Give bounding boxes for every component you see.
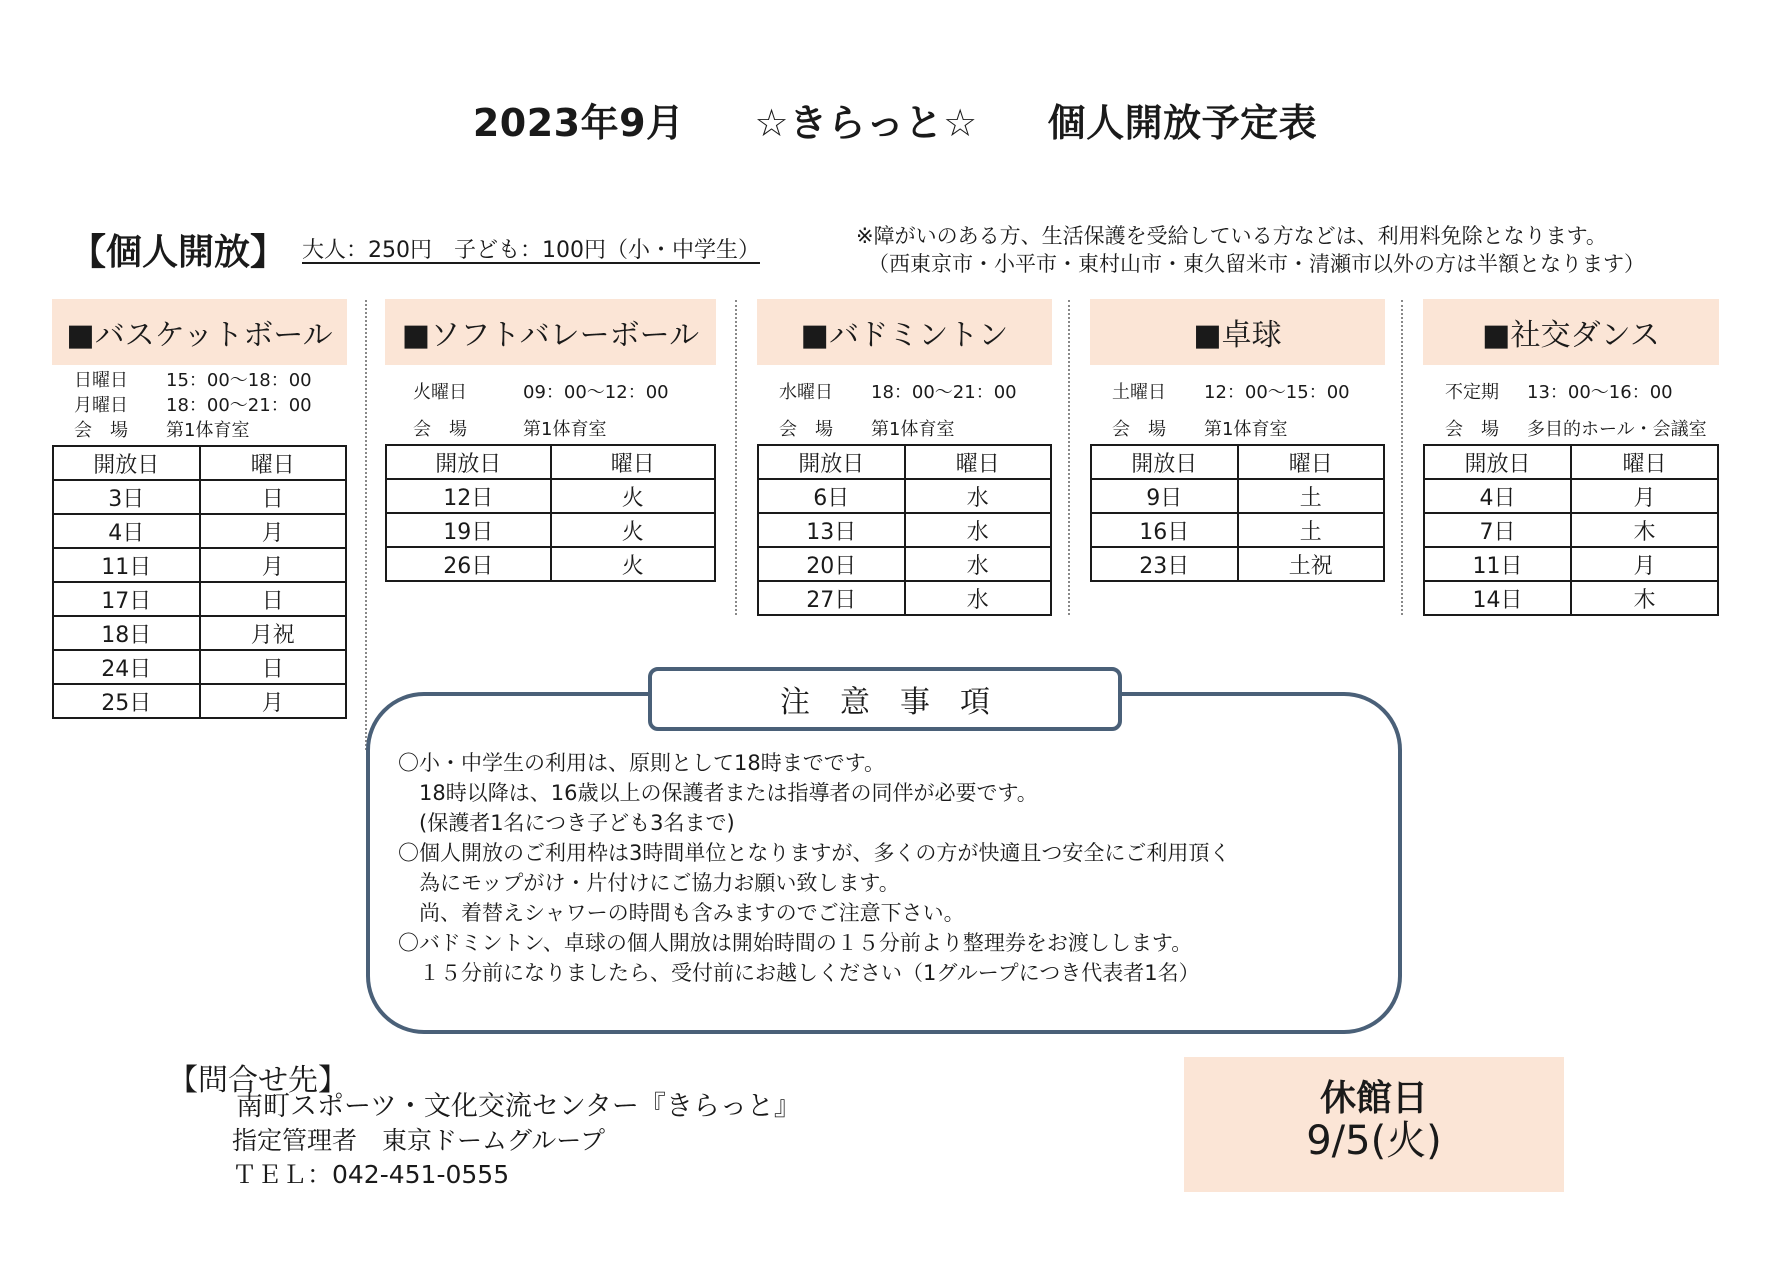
open-date: 27日	[758, 581, 905, 615]
open-date: 16日	[1091, 513, 1238, 547]
table-row	[758, 479, 1051, 513]
info-label: 会 場	[1445, 419, 1499, 440]
table-row	[53, 650, 346, 684]
table-header-row	[758, 445, 1051, 479]
info-value: 15：00～18：00	[166, 370, 312, 391]
schedule-table	[385, 444, 716, 582]
fee-info: 大人：250円 子ども：100円（小・中学生）	[302, 238, 760, 263]
info-label: 不定期	[1445, 382, 1499, 403]
sport-info	[1423, 368, 1719, 442]
table-header-date: 開放日	[386, 445, 551, 479]
contact-facility-name: 南町スポーツ・文化交流センター『きらっと』	[236, 1091, 801, 1122]
sport-column	[1423, 299, 1719, 616]
table-header-date: 開放日	[758, 445, 905, 479]
table-header-row	[386, 445, 715, 479]
table-header-date: 開放日	[53, 446, 200, 480]
column-divider	[1401, 300, 1403, 615]
caution-line: 〇バドミントン、卓球の個人開放は開始時間の１５分前より整理券をお渡しします。	[398, 931, 1193, 955]
table-row	[1424, 513, 1718, 547]
notice-line-2: （西東京市・小平市・東村山市・東久留米市・清瀬市以外の方は半額となります）	[868, 252, 1645, 276]
sport-name: ■バスケットボール	[52, 299, 347, 365]
weekday: 日	[200, 582, 347, 616]
contact-info	[232, 1090, 801, 1192]
open-date: 7日	[1424, 513, 1571, 547]
weekday: 月	[1571, 547, 1718, 581]
open-date: 11日	[53, 548, 200, 582]
contact-heading: 【問合せ先】	[168, 1063, 348, 1098]
sport-name: ■卓球	[1090, 299, 1385, 365]
table-row	[758, 581, 1051, 615]
closed-day-date: 9/5(火)	[1306, 1118, 1442, 1164]
schedule-table	[52, 445, 347, 719]
table-row	[1424, 581, 1718, 615]
caution-line: 〇小・中学生の利用は、原則として18時までです。	[398, 751, 886, 775]
schedule-table	[757, 444, 1052, 616]
table-header-weekday: 曜日	[905, 445, 1052, 479]
table-row	[1091, 547, 1384, 581]
table-row	[53, 684, 346, 718]
table-header-row	[1091, 445, 1384, 479]
table-row	[758, 547, 1051, 581]
open-date: 13日	[758, 513, 905, 547]
info-value: 12：00～15：00	[1204, 382, 1350, 403]
table-row	[1091, 479, 1384, 513]
sport-info	[1090, 368, 1385, 442]
table-row	[1424, 547, 1718, 581]
info-value: 多目的ホール・会議室	[1527, 419, 1707, 440]
weekday: 月祝	[200, 616, 347, 650]
schedule-table	[1423, 444, 1719, 616]
title-facility: ☆きらっと☆	[754, 101, 978, 145]
info-label: 会 場	[413, 419, 467, 440]
open-date: 9日	[1091, 479, 1238, 513]
info-value: 18：00～21：00	[166, 395, 312, 416]
info-value: 第1体育室	[871, 419, 955, 440]
table-row	[758, 513, 1051, 547]
caution-title: 注意事項	[648, 667, 1122, 731]
weekday: 火	[551, 513, 716, 547]
open-date: 17日	[53, 582, 200, 616]
weekday: 月	[1571, 479, 1718, 513]
weekday: 月	[200, 684, 347, 718]
weekday: 日	[200, 650, 347, 684]
open-date: 4日	[1424, 479, 1571, 513]
title-schedule: 個人開放予定表	[1047, 101, 1318, 145]
weekday: 土祝	[1238, 547, 1385, 581]
column-divider	[735, 300, 737, 615]
weekday: 木	[1571, 513, 1718, 547]
info-label: 火曜日	[413, 382, 467, 403]
table-header-weekday: 曜日	[1571, 445, 1718, 479]
table-row	[53, 548, 346, 582]
info-label: 日曜日	[74, 370, 128, 391]
weekday: 水	[905, 547, 1052, 581]
table-row	[53, 480, 346, 514]
sport-info	[52, 368, 347, 443]
sport-column	[757, 299, 1052, 616]
caution-line: 〇個人開放のご利用枠は3時間単位となりますが、多くの方が快適且つ安全にご利用頂く	[398, 841, 1231, 865]
weekday: 土	[1238, 479, 1385, 513]
open-date: 25日	[53, 684, 200, 718]
table-header-weekday: 曜日	[200, 446, 347, 480]
weekday: 月	[200, 514, 347, 548]
table-header-weekday: 曜日	[1238, 445, 1385, 479]
info-label: 会 場	[74, 420, 128, 441]
caution-line: (保護者1名につき子ども3名まで)	[398, 811, 735, 835]
notice	[856, 222, 1645, 278]
caution-line: 尚、着替えシャワーの時間も含みますのでご注意下さい。	[398, 901, 965, 925]
column-divider	[1068, 300, 1070, 615]
open-date: 12日	[386, 479, 551, 513]
info-value: 13：00～16：00	[1527, 382, 1673, 403]
table-row	[386, 513, 715, 547]
info-label: 水曜日	[779, 382, 833, 403]
table-header-date: 開放日	[1424, 445, 1571, 479]
table-header-row	[53, 446, 346, 480]
caution-line: 18時以降は、16歳以上の保護者または指導者の同伴が必要です。	[398, 781, 1038, 805]
info-value: 第1体育室	[166, 420, 250, 441]
table-row	[1091, 513, 1384, 547]
weekday: 水	[905, 479, 1052, 513]
table-row	[53, 582, 346, 616]
info-label: 会 場	[1112, 419, 1166, 440]
table-row	[53, 514, 346, 548]
sport-name: ■社交ダンス	[1423, 299, 1719, 365]
table-header-date: 開放日	[1091, 445, 1238, 479]
table-header-row	[1424, 445, 1718, 479]
sport-info	[757, 368, 1052, 442]
schedule-table	[1090, 444, 1385, 582]
info-value: 18：00～21：00	[871, 382, 1017, 403]
notice-line-1: ※障がいのある方、生活保護を受給している方などは、利用料免除となります。	[856, 224, 1607, 248]
weekday: 土	[1238, 513, 1385, 547]
info-value: 第1体育室	[523, 419, 607, 440]
info-label: 月曜日	[74, 395, 128, 416]
open-date: 18日	[53, 616, 200, 650]
page-title	[0, 92, 1790, 147]
title-month: 2023年9月	[472, 101, 685, 145]
weekday: 火	[551, 479, 716, 513]
contact-manager: 指定管理者 東京ドームグループ	[232, 1126, 606, 1155]
caution-text	[398, 748, 1230, 988]
table-header-weekday: 曜日	[551, 445, 716, 479]
sport-column	[1090, 299, 1385, 582]
table-row	[53, 616, 346, 650]
sport-name: ■バドミントン	[757, 299, 1052, 365]
closed-day-box	[1184, 1057, 1564, 1192]
open-date: 14日	[1424, 581, 1571, 615]
sport-info	[385, 368, 716, 442]
open-date: 6日	[758, 479, 905, 513]
table-row	[1424, 479, 1718, 513]
sport-column	[52, 299, 347, 719]
weekday: 水	[905, 581, 1052, 615]
weekday: 木	[1571, 581, 1718, 615]
sport-column	[385, 299, 716, 582]
open-date: 26日	[386, 547, 551, 581]
caution-line: １５分前になりましたら、受付前にお越しください（1グループにつき代表者1名）	[398, 961, 1200, 985]
weekday: 月	[200, 548, 347, 582]
open-date: 4日	[53, 514, 200, 548]
caution-line: 為にモップがけ・片付けにご協力お願い致します。	[398, 871, 900, 895]
info-value: 09：00～12：00	[523, 382, 669, 403]
info-label: 土曜日	[1112, 382, 1166, 403]
contact-tel: ＴＥＬ：042-451-0555	[232, 1160, 510, 1189]
weekday: 火	[551, 547, 716, 581]
weekday: 日	[200, 480, 347, 514]
table-row	[386, 547, 715, 581]
open-date: 11日	[1424, 547, 1571, 581]
open-date: 23日	[1091, 547, 1238, 581]
table-row	[386, 479, 715, 513]
sport-name: ■ソフトバレーボール	[385, 299, 716, 365]
open-date: 3日	[53, 480, 200, 514]
section-heading: 【個人開放】	[70, 232, 287, 273]
open-date: 20日	[758, 547, 905, 581]
weekday: 水	[905, 513, 1052, 547]
info-label: 会 場	[779, 419, 833, 440]
closed-day-label: 休館日	[1319, 1078, 1428, 1119]
column-divider	[365, 300, 367, 750]
info-value: 第1体育室	[1204, 419, 1288, 440]
open-date: 24日	[53, 650, 200, 684]
open-date: 19日	[386, 513, 551, 547]
